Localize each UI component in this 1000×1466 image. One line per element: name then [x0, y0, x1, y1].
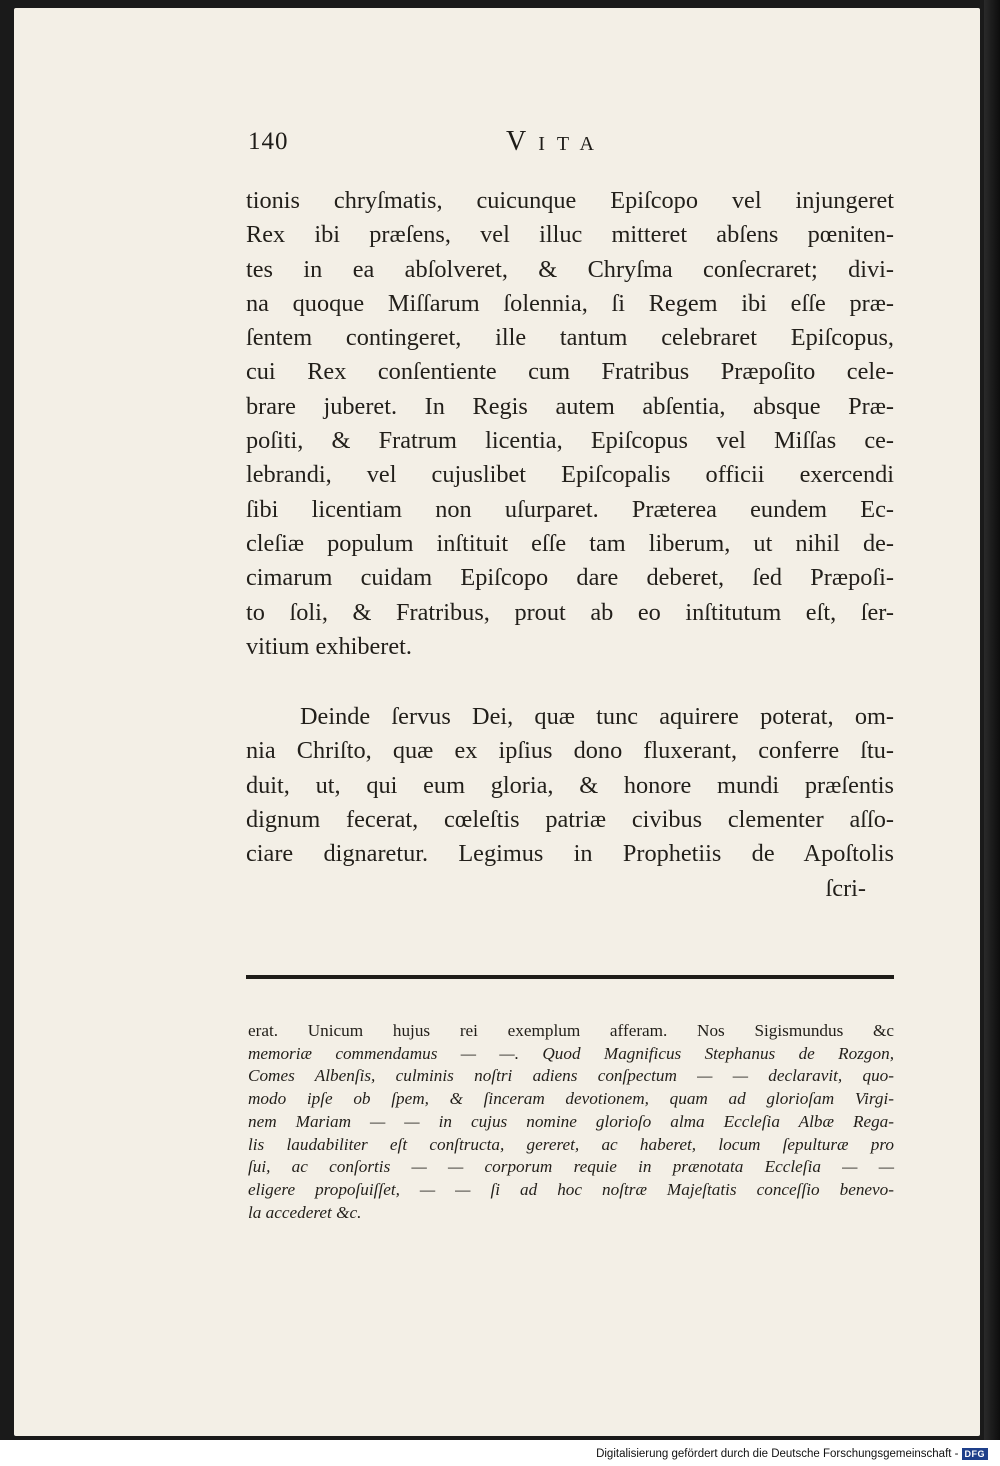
text-line: cimarum cuidam Epiſcopo dare deberet, ſed Præpoſi-	[246, 564, 894, 592]
text-line: to ſoli, & Fratribus, prout ab eo inſtitutum eſt, ſer-	[246, 598, 894, 626]
page-edge-shadow	[984, 0, 1000, 1440]
text-line: ſibi licentiam non uſurparet. Præterea eundem Ec-	[246, 495, 894, 523]
text-line: ciare dignaretur. Legimus in Prophetiis de Apoſtolis	[246, 840, 894, 868]
text-line: Deinde ſervus Dei, quæ tunc aquirere poterat, om-	[300, 703, 894, 731]
text-line: dignum fecerat, cœleſtis patriæ civibus clementer aſſo-	[246, 806, 894, 834]
page-number: 140	[248, 128, 289, 155]
text-line: brare juberet. In Regis autem abſentia, absque Præ-	[246, 392, 894, 420]
digitization-credit	[596, 1446, 988, 1462]
footnote-line: memoriæ commendamus — —. Quod Magnificus Stephanus de Rozgon,	[248, 1043, 894, 1063]
text-line: tes in ea abſolveret, & Chryſma conſecraret; divi-	[246, 255, 894, 283]
text-line: ſentem contingeret, ille tantum celebraret Epiſcopus,	[246, 324, 894, 352]
text-line: Rex ibi præſens, vel illuc mitteret abſens pœniten-	[246, 221, 894, 249]
footnote	[248, 1020, 894, 1224]
footnote-line: lis laudabiliter eſt conſtructa, gereret, ac haberet, locum ſepulturæ pro	[248, 1134, 894, 1154]
credit-text: Digitalisierung gefördert durch die Deutsche Forschungsgemeinschaft -	[596, 1448, 959, 1460]
text-line: poſiti, & Fratrum licentia, Epiſcopus vel Miſſas ce-	[246, 427, 894, 455]
catchword: ſcri-	[825, 874, 866, 902]
text-line: nia Chriſto, quæ ex ipſius dono fluxerant, conferre ſtu-	[246, 737, 894, 765]
text-line: duit, ut, qui eum gloria, & honore mundi præſentis	[246, 771, 894, 799]
footnote-line: la accederet &c.	[248, 1202, 362, 1222]
footnote-line: Comes Albenſis, culminis noſtri adiens conſpectum — — declaravit, quo-	[248, 1066, 894, 1086]
footnote-line: modo ipſe ob ſpem, & ſinceram devotionem, quam ad glorioſam Virgi-	[248, 1089, 894, 1109]
main-text	[246, 184, 894, 906]
footnote-line: erat. Unicum hujus rei exemplum afferam. Nos Sigismundus &c	[248, 1021, 894, 1040]
text-line: cleſiæ populum inſtituit eſſe tam liberum, ut nihil de-	[246, 529, 894, 557]
footnote-line: eligere propoſuiſſet, — — ſi ad hoc noſtræ Majeſtatis conceſſio benevo-	[248, 1179, 894, 1199]
dfg-logo: DFG	[962, 1448, 989, 1460]
text-line: cui Rex conſentiente cum Fratribus Præpoſito cele-	[246, 358, 894, 386]
running-head	[248, 128, 893, 162]
footnote-line: nem Mariam — — in cujus nomine glorioſo alma Eccleſia Albæ Rega-	[248, 1111, 894, 1131]
text-line: lebrandi, vel cujuslibet Epiſcopalis officii exercendi	[246, 461, 894, 489]
text-line: tionis chryſmatis, cuicunque Epiſcopo vel injungeret	[246, 187, 894, 214]
footnote-line: ſui, ac conſortis — — corporum requie in prænotata Eccleſia — —	[248, 1157, 894, 1177]
running-title: Vita	[506, 126, 606, 157]
text-line: vitium exhiberet.	[246, 632, 412, 660]
footnote-rule	[246, 975, 894, 979]
text-line: na quoque Miſſarum ſolennia, ſi Regem ibi eſſe præ-	[246, 289, 894, 317]
paragraph-gap	[246, 664, 894, 700]
